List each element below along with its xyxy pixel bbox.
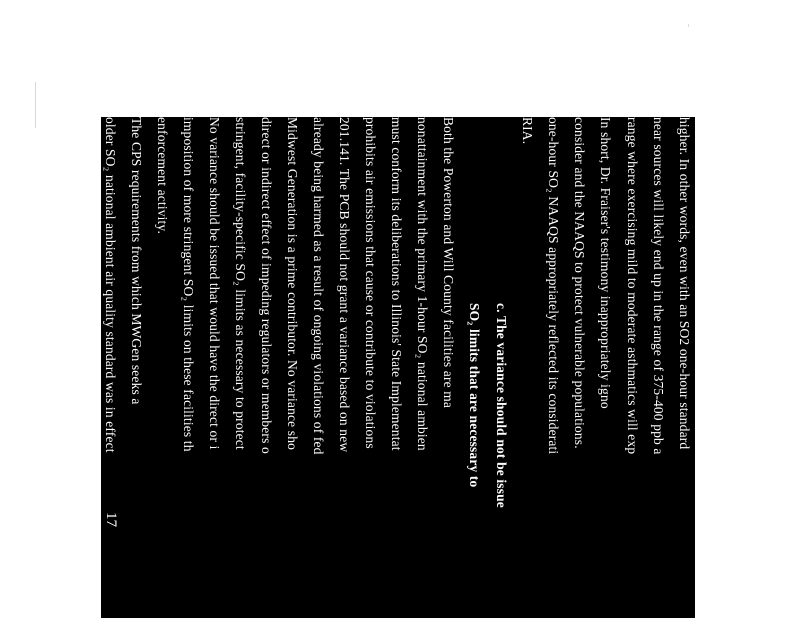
text-line: already being harmed as a result of ongoing violations of fed: [311, 117, 326, 455]
text-line: range where exercising mild to moderate asthmatics will exp: [625, 117, 640, 455]
text-line: Both the Powerton and Will County facilities are ma: [441, 117, 456, 409]
text-line: Midwest Generation is a prime contributor. No variance sho: [285, 117, 300, 450]
scanned-page: [101, 117, 695, 618]
text-line: older SO₂ national ambient air quality standard was in effect: [103, 117, 118, 453]
text-line: No variance should be issued that would have the direct or i: [207, 117, 222, 450]
text-line: imposition of more stringent SO₂ limits on these facilities th: [181, 117, 196, 452]
rotated-text-body: [101, 117, 695, 618]
page-number: 17: [103, 512, 119, 527]
text-line: In short, Dr. Fraiser's testimony inappropriately igno: [598, 117, 613, 409]
text-line: near sources will likely end up in the range of 375-400 ppb a: [651, 117, 666, 455]
text-line: 201.141. The PCB should not grant a variance based on new: [337, 117, 352, 453]
text-line: higher. In other words, even with an SO2 one-hour standard: [677, 117, 692, 450]
scan-edge-mark: [688, 24, 689, 27]
text-line: enforcement activity.: [155, 117, 170, 234]
text-line: must conform its deliberations to Illinois' State Implementat: [389, 117, 404, 451]
text-line: direct or indirect effect of impeding regulators or members o: [259, 117, 274, 454]
section-heading-line: c. The variance should not be issue: [494, 303, 509, 508]
text-line: RIA.: [520, 117, 535, 145]
text-line: nonattainment with the primary 1-hour SO₂ national ambien: [415, 117, 430, 451]
text-line: The CPS requirements from which MWGen seeks a: [129, 117, 144, 405]
text-line: consider and the NAAQS to protect vulnerable populations.: [572, 117, 587, 449]
text-line: stringent, facility-specific SO₂ limits as necessary to protect: [233, 117, 248, 450]
text-line: one-hour SO₂ NAAQS appropriately reflected its considerati: [546, 117, 561, 455]
section-heading-line: SO₂ limits that are necessary to: [467, 303, 482, 488]
text-line: prohibits air emissions that cause or contribute to violations: [363, 117, 378, 449]
scan-edge-line: [35, 82, 36, 128]
